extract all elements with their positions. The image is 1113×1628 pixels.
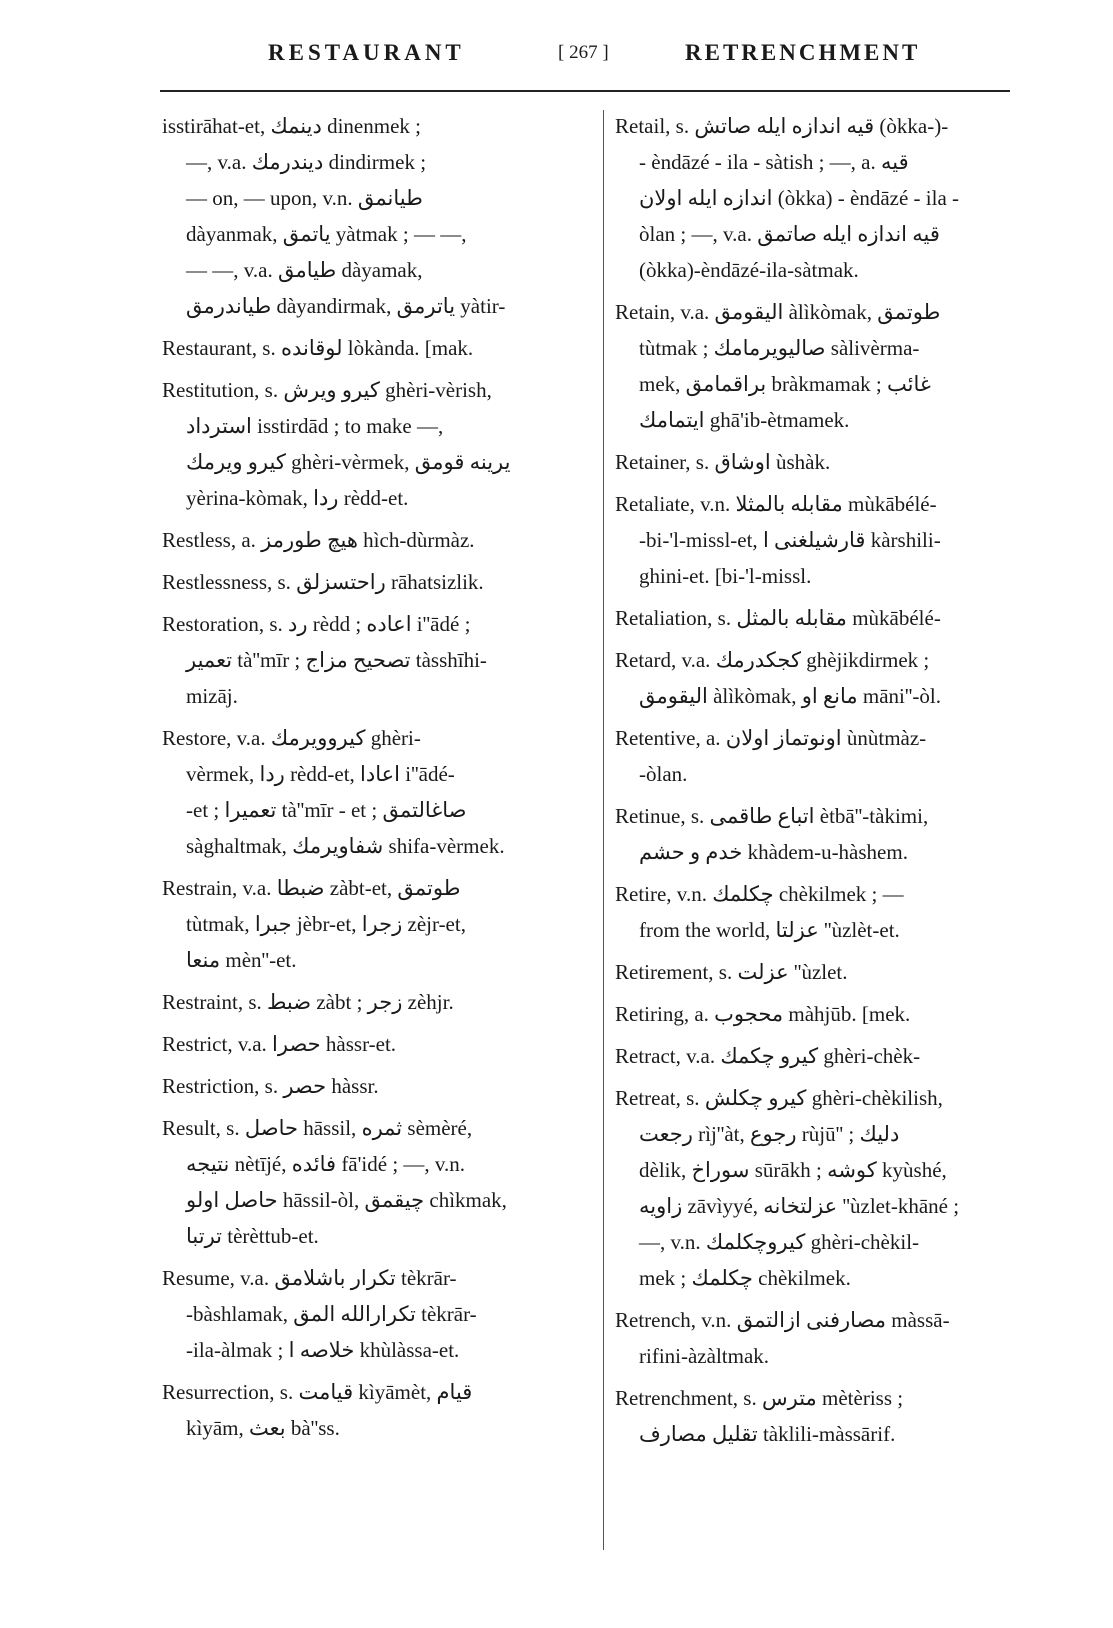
entry-line: tùtmak, جبرا jèbr-et, زجرا zèjr-et,: [186, 912, 466, 936]
entry-line: from the world, عزلتا ''ùzlèt-et.: [639, 918, 900, 942]
entry-line: كیرو ویرمك ghèri-vèrmek, یرینه قومق: [186, 450, 511, 474]
running-header: [160, 40, 970, 80]
entry-line: -ila-àlmak ; خلاصه ا khùlàssa-et.: [186, 1338, 460, 1362]
entry-line: خدم و حشم khàdem-u-hàshem.: [639, 840, 908, 864]
dictionary-entry: [162, 522, 572, 558]
entry-line: نتیجه nètījé, فائده fā'idé ; —, v.n.: [186, 1152, 466, 1176]
entry-line: Restrain, v.a. ضبطا zàbt-et, طوتمق: [162, 876, 461, 900]
dictionary-entry: [615, 642, 1015, 714]
entry-line: -et ; تعمیرا tà''mīr - et ; صاغالتمق: [186, 798, 467, 822]
entry-line: زاویه zāvìyyé, عزلتخانه ''ùzlet-khāné ;: [639, 1194, 960, 1218]
dictionary-entry: [615, 1080, 1015, 1296]
entry-line: Retirement, s. عزلت ''ùzlet.: [615, 960, 848, 984]
dictionary-entry: [615, 1038, 1015, 1074]
dictionary-entry: [162, 1068, 572, 1104]
entry-line: yèrina-kòmak, ردا rèdd-et.: [186, 486, 409, 510]
entry-line: -bàshlamak, تكرارالله المق tèkrār-: [186, 1302, 477, 1326]
entry-line: Restoration, s. رد rèdd ; اعاده i''ādé ;: [162, 612, 471, 636]
entry-line: Restitution, s. كیرو ویرش ghèri-vèrish,: [162, 378, 492, 402]
dictionary-entry: [162, 1026, 572, 1062]
dictionary-entry: [615, 798, 1015, 870]
entry-line: Retiring, a. محجوب màhjūb. [mek.: [615, 1002, 911, 1026]
page-number: [ 267 ]: [558, 42, 609, 63]
entry-line: Retain, v.a. الیقومق àlìkòmak, طوتمق: [615, 300, 941, 324]
dictionary-entry: [615, 600, 1015, 636]
entry-line: Retrench, v.n. مصارفنی ازالتمق màssā-: [615, 1308, 950, 1332]
entry-line: tùtmak ; صالیویرمامك sàlivèrma-: [639, 336, 920, 360]
right-column: [615, 108, 1015, 1452]
entry-line: تقلیل مصارف tàklili-màssārif.: [639, 1422, 896, 1446]
column-divider: [603, 110, 604, 1550]
entry-line: Restriction, s. حصر hàssr.: [162, 1074, 379, 1098]
dictionary-entry: [615, 294, 1015, 438]
entry-line: Retrenchment, s. مترس mètèriss ;: [615, 1386, 904, 1410]
entry-line: — on, — upon, v.n. طیانمق: [186, 186, 423, 210]
entry-line: Result, s. حاصل hāssil, ثمره sèmèré,: [162, 1116, 473, 1140]
entry-line: Restless, a. هیچ طورمز hìch-dùrmàz.: [162, 528, 475, 552]
entry-line: Retainer, s. اوشاق ùshàk.: [615, 450, 831, 474]
entry-line: mizāj.: [186, 684, 238, 708]
entry-line: تعمیر tà''mīr ; تصحیح مزاج tàsshīhi-: [186, 648, 487, 672]
entry-line: mek, براقمامق bràkmamak ; غائب: [639, 372, 931, 396]
dictionary-entry: [615, 108, 1015, 288]
entry-line: استرداد isstirdād ; to make —,: [186, 414, 444, 438]
dictionary-entry: [162, 372, 572, 516]
dictionary-entry: [162, 1374, 572, 1446]
entry-line: ایتمامك ghā'ib-ètmamek.: [639, 408, 850, 432]
entry-line: vèrmek, ردا rèdd-et, اعادا i''ādé-: [186, 762, 455, 786]
header-last-word: RETRENCHMENT: [685, 40, 921, 65]
entry-line: - èndāzé - ila - sàtish ; —, a. قیه: [639, 150, 909, 174]
dictionary-entry: [615, 954, 1015, 990]
header-first-word: RESTAURANT: [268, 40, 465, 65]
entry-line: kìyām, بعث bà''ss.: [186, 1416, 340, 1440]
entry-line: منعا mèn''-et.: [186, 948, 297, 972]
entry-line: Retire, v.n. چكلمك chèkilmek ; —: [615, 882, 904, 906]
header-rule: [160, 90, 1010, 92]
entry-line: رجعت rìj''àt, رجوع rùjū'' ; دلیك: [639, 1122, 900, 1146]
dictionary-entry: [162, 108, 572, 324]
entry-line: mek ; چكلمك chèkilmek.: [639, 1266, 851, 1290]
entry-line: Retail, s. قیه اندازه ایله صاتش (òkka-)-: [615, 114, 949, 138]
dictionary-entry: [162, 564, 572, 600]
entry-line: Restraint, s. ضبط zàbt ; زجر zèhjr.: [162, 990, 454, 1014]
entry-line: Retaliate, v.n. مقابله بالمثلا mùkābélé-: [615, 492, 937, 516]
entry-line: dèlik, سوراخ sūrākh ; كوشه kyùshé,: [639, 1158, 947, 1182]
entry-line: —, v.n. كیروچكلمك ghèri-chèkil-: [639, 1230, 920, 1254]
dictionary-entry: [162, 1260, 572, 1368]
dictionary-entry: [162, 720, 572, 864]
entry-line: Restaurant, s. لوقانده lòkànda. [mak.: [162, 336, 474, 360]
dictionary-entry: [162, 606, 572, 714]
entry-line: Restore, v.a. كیروویرمك ghèri-: [162, 726, 421, 750]
entry-line: Retreat, s. كیرو چكلش ghèri-chèkilish,: [615, 1086, 943, 1110]
dictionary-entry: [162, 870, 572, 978]
entry-line: (òkka)-èndāzé-ila-sàtmak.: [639, 258, 859, 282]
dictionary-entry: [615, 1302, 1015, 1374]
entry-line: Resurrection, s. قیامت kìyāmèt, قیام: [162, 1380, 473, 1404]
dictionary-entry: [162, 984, 572, 1020]
entry-line: Retentive, a. اونوتماز اولان ùnùtmàz-: [615, 726, 927, 750]
entry-line: òlan ; —, v.a. قیه اندازه ایله صاتمق: [639, 222, 940, 246]
entry-line: —, v.a. دیندرمك dindirmek ;: [186, 150, 427, 174]
entry-line: اندازه ایله اولان (òkka) - èndāzé - ila -: [639, 186, 960, 210]
entry-line: Retard, v.a. كجكدرمك ghèjikdirmek ;: [615, 648, 930, 672]
dictionary-entry: [615, 996, 1015, 1032]
entry-line: -òlan.: [639, 762, 688, 786]
dictionary-entry: [615, 486, 1015, 594]
entry-line: ترتبا tèrèttub-et.: [186, 1224, 319, 1248]
dictionary-entry: [162, 330, 572, 366]
entry-line: Resume, v.a. تكرار باشلامق tèkrār-: [162, 1266, 457, 1290]
entry-line: ghini-et. [bi-'l-missl.: [639, 564, 812, 588]
entry-line: sàghaltmak, شفاویرمك shifa-vèrmek.: [186, 834, 505, 858]
entry-line: isstirāhat-et, دینمك dinenmek ;: [162, 114, 421, 138]
dictionary-entry: [615, 876, 1015, 948]
entry-line: الیقومق àlìkòmak, مانع او māni''-òl.: [639, 684, 942, 708]
entry-line: حاصل اولو hāssil-òl, چیقمق chìkmak,: [186, 1188, 507, 1212]
entry-line: Retaliation, s. مقابله بالمثل mùkābélé-: [615, 606, 941, 630]
entry-line: Retinue, s. اتباع طاقمی ètbā''-tàkimi,: [615, 804, 929, 828]
entry-line: Restlessness, s. راحتسزلق rāhatsizlik.: [162, 570, 484, 594]
left-column: [162, 108, 572, 1446]
dictionary-entry: [615, 444, 1015, 480]
dictionary-entry: [615, 1380, 1015, 1452]
entry-line: طیاندرمق dàyandirmak, یاترمق yàtir-: [186, 294, 506, 318]
entry-line: — —, v.a. طیامق dàyamak,: [186, 258, 423, 282]
entry-line: Restrict, v.a. حصرا hàssr-et.: [162, 1032, 397, 1056]
entry-line: dàyanmak, یاتمق yàtmak ; — —,: [186, 222, 467, 246]
dictionary-entry: [162, 1110, 572, 1254]
dictionary-entry: [615, 720, 1015, 792]
entry-line: Retract, v.a. كیرو چكمك ghèri-chèk-: [615, 1044, 921, 1068]
entry-line: rifini-àzàltmak.: [639, 1344, 770, 1368]
entry-line: -bi-'l-missl-et, قارشیلغنی ا kàrshili-: [639, 528, 941, 552]
